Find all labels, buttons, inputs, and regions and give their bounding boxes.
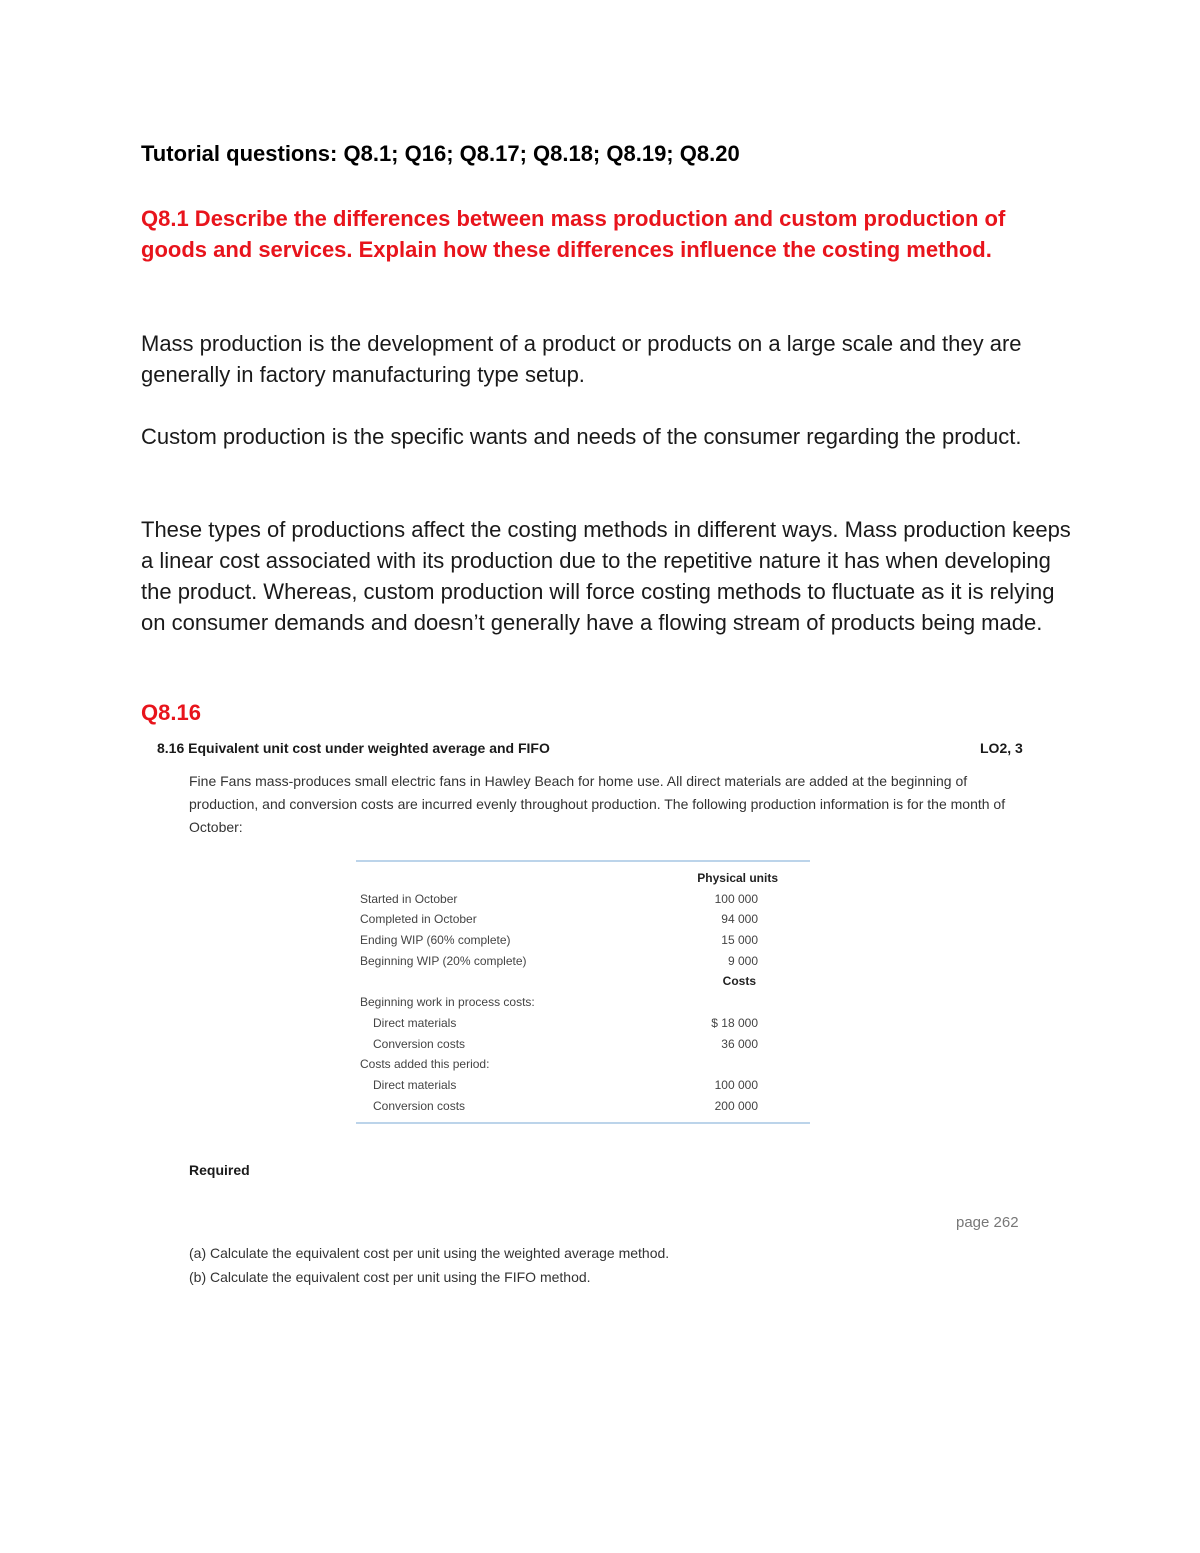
answer-paragraph-custom-production: Custom production is the specific wants and needs of the consumer regarding the product.	[141, 424, 1022, 449]
row-label: Direct materials	[373, 1077, 457, 1092]
section-label: Costs added this period:	[360, 1057, 490, 1072]
table-section-row	[356, 1054, 810, 1075]
row-label: Started in October	[360, 891, 458, 906]
row-label: Completed in October	[360, 912, 477, 927]
row-label: Beginning WIP (20% complete)	[360, 953, 527, 968]
row-value: $ 18 000	[711, 1015, 758, 1030]
table-row	[356, 951, 810, 972]
required-item-a: (a) Calculate the equivalent cost per unit using the weighted average method.	[189, 1245, 670, 1261]
table-row	[356, 930, 810, 951]
table-row	[356, 909, 810, 930]
row-value: 9 000	[727, 953, 758, 968]
required-heading: Required	[189, 1162, 250, 1178]
table-row	[356, 1013, 810, 1034]
excerpt-title: 8.16 Equivalent unit cost under weighted average and FIFO	[157, 740, 550, 756]
excerpt-body-text: Fine Fans mass-produces small electric fans in Hawley Beach for home use. All direct materials are added at the beginning of production, and conversion costs are incurred evenly throughout production. The following production information is for the month of October:	[189, 773, 1006, 835]
q8-16-label: Q8.16	[141, 700, 201, 725]
table-header-row	[356, 868, 810, 889]
row-value: 36 000	[721, 1036, 758, 1051]
physical-units-header: Physical units	[697, 871, 778, 885]
section-label: Beginning work in process costs:	[360, 995, 535, 1010]
row-value: 100 000	[714, 891, 758, 906]
table-section-row	[356, 992, 810, 1013]
row-label: Conversion costs	[373, 1098, 466, 1113]
row-value: 100 000	[714, 1077, 758, 1092]
learning-objective-tag: LO2, 3	[980, 740, 1023, 756]
costs-header: Costs	[722, 974, 756, 989]
table-row	[356, 889, 810, 910]
row-value: 200 000	[714, 1098, 758, 1113]
row-value: 15 000	[721, 933, 758, 948]
row-value: 94 000	[721, 912, 758, 927]
row-label: Ending WIP (60% complete)	[360, 933, 511, 948]
required-item-b: (b) Calculate the equivalent cost per unit using the FIFO method.	[189, 1269, 591, 1285]
production-data-table	[356, 860, 810, 1124]
table-row	[356, 1034, 810, 1055]
table-header-row	[356, 971, 810, 992]
answer-paragraph-costing-methods: These types of productions affect the costing methods in different ways. Mass production keeps a linear cost associated with its production due to the repetitive nature it has when developing the product. Whereas, custom production will force costing methods to fluctuate as it is relying on consumer demands and doesn’t generally have a flowing stream of products being made.	[141, 517, 1071, 635]
table-row	[356, 1096, 810, 1117]
tutorial-questions-heading: Tutorial questions: Q8.1; Q16; Q8.17; Q8.18; Q8.19; Q8.20	[141, 141, 740, 166]
row-label: Conversion costs	[373, 1036, 466, 1051]
q8-1-question-title: Q8.1 Describe the differences between mass production and custom production of goods and services. Explain how these differences influence the costing method.	[141, 206, 1006, 262]
table-row	[356, 1075, 810, 1096]
row-label: Direct materials	[373, 1015, 457, 1030]
page-number: page 262	[956, 1214, 1019, 1231]
answer-paragraph-mass-production: Mass production is the development of a product or products on a large scale and they are generally in factory manufacturing type setup.	[141, 331, 1022, 387]
